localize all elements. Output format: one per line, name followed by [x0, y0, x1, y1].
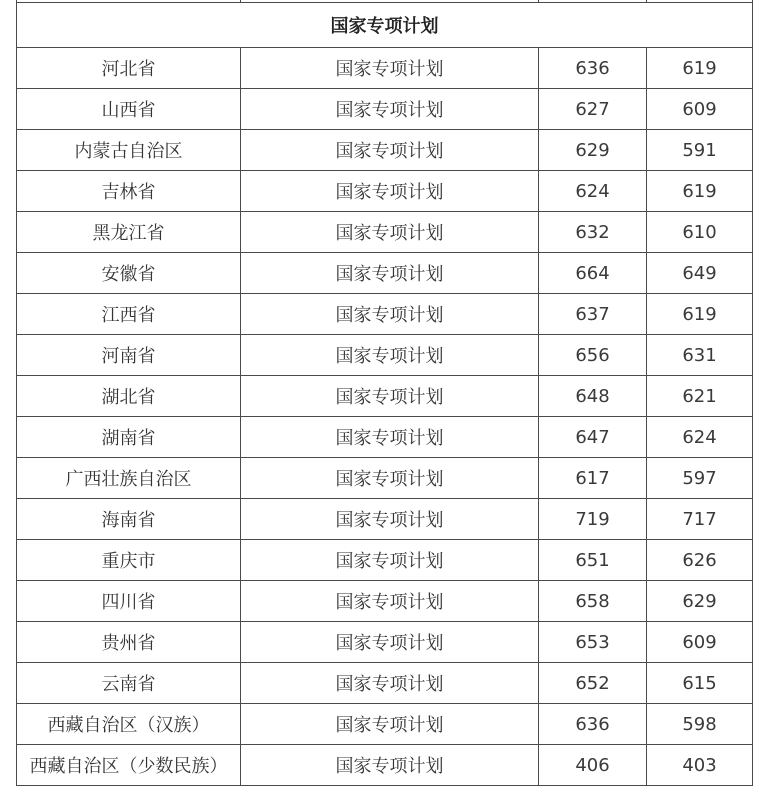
table-row — [17, 294, 753, 335]
plan-type-cell: 国家专项计划 — [241, 499, 539, 540]
plan-type-cell: 国家专项计划 — [241, 417, 539, 458]
highest-score-cell: 648 — [539, 376, 647, 417]
table-row — [17, 130, 753, 171]
table-row — [17, 745, 753, 786]
plan-type-cell: 国家专项计划 — [241, 171, 539, 212]
plan-type-cell: 国家专项计划 — [241, 581, 539, 622]
highest-score-cell: 658 — [539, 581, 647, 622]
lowest-score-cell: 629 — [647, 581, 753, 622]
plan-type-cell: 国家专项计划 — [241, 130, 539, 171]
province-cell: 湖北省 — [17, 376, 241, 417]
province-cell: 西藏自治区（少数民族） — [17, 745, 241, 786]
highest-score-cell: 629 — [539, 130, 647, 171]
table-row — [17, 253, 753, 294]
table-row — [17, 212, 753, 253]
plan-type-cell: 国家专项计划 — [241, 704, 539, 745]
province-cell: 西藏自治区（汉族） — [17, 704, 241, 745]
table-row — [17, 622, 753, 663]
lowest-score-cell: 609 — [647, 89, 753, 130]
lowest-score-cell: 624 — [647, 417, 753, 458]
province-cell: 河南省 — [17, 335, 241, 376]
table-row — [17, 89, 753, 130]
highest-score-cell: 632 — [539, 212, 647, 253]
province-cell: 江西省 — [17, 294, 241, 335]
admission-score-table — [16, 0, 753, 786]
table-row — [17, 458, 753, 499]
plan-type-cell: 国家专项计划 — [241, 376, 539, 417]
plan-type-cell: 国家专项计划 — [241, 294, 539, 335]
plan-type-cell: 国家专项计划 — [241, 745, 539, 786]
table-row — [17, 376, 753, 417]
section-header-row — [17, 3, 753, 48]
lowest-score-cell: 626 — [647, 540, 753, 581]
highest-score-cell: 719 — [539, 499, 647, 540]
province-cell: 重庆市 — [17, 540, 241, 581]
plan-type-cell: 国家专项计划 — [241, 622, 539, 663]
province-cell: 吉林省 — [17, 171, 241, 212]
highest-score-cell: 406 — [539, 745, 647, 786]
table-row — [17, 499, 753, 540]
province-cell: 河北省 — [17, 48, 241, 89]
province-cell: 安徽省 — [17, 253, 241, 294]
plan-type-cell: 国家专项计划 — [241, 48, 539, 89]
lowest-score-cell: 610 — [647, 212, 753, 253]
province-cell: 湖南省 — [17, 417, 241, 458]
lowest-score-cell: 619 — [647, 171, 753, 212]
highest-score-cell: 624 — [539, 171, 647, 212]
highest-score-cell: 653 — [539, 622, 647, 663]
plan-type-cell: 国家专项计划 — [241, 335, 539, 376]
province-cell: 海南省 — [17, 499, 241, 540]
plan-type-cell: 国家专项计划 — [241, 253, 539, 294]
lowest-score-cell: 609 — [647, 622, 753, 663]
plan-type-cell: 国家专项计划 — [241, 458, 539, 499]
plan-type-cell: 国家专项计划 — [241, 89, 539, 130]
table-body — [17, 0, 753, 786]
province-cell: 山西省 — [17, 89, 241, 130]
table-row — [17, 540, 753, 581]
highest-score-cell: 637 — [539, 294, 647, 335]
highest-score-cell: 636 — [539, 704, 647, 745]
lowest-score-cell: 717 — [647, 499, 753, 540]
lowest-score-cell: 615 — [647, 663, 753, 704]
plan-type-cell: 国家专项计划 — [241, 540, 539, 581]
highest-score-cell: 651 — [539, 540, 647, 581]
province-cell: 四川省 — [17, 581, 241, 622]
lowest-score-cell: 619 — [647, 48, 753, 89]
province-cell: 广西壮族自治区 — [17, 458, 241, 499]
province-cell: 内蒙古自治区 — [17, 130, 241, 171]
table-row — [17, 48, 753, 89]
table-row — [17, 417, 753, 458]
lowest-score-cell: 619 — [647, 294, 753, 335]
lowest-score-cell: 591 — [647, 130, 753, 171]
lowest-score-cell: 597 — [647, 458, 753, 499]
table-row — [17, 663, 753, 704]
table-row — [17, 335, 753, 376]
lowest-score-cell: 403 — [647, 745, 753, 786]
highest-score-cell: 636 — [539, 48, 647, 89]
province-cell: 黑龙江省 — [17, 212, 241, 253]
province-cell: 云南省 — [17, 663, 241, 704]
table-row — [17, 581, 753, 622]
province-cell: 贵州省 — [17, 622, 241, 663]
highest-score-cell: 652 — [539, 663, 647, 704]
highest-score-cell: 617 — [539, 458, 647, 499]
plan-type-cell: 国家专项计划 — [241, 212, 539, 253]
section-title: 国家专项计划 — [17, 3, 753, 48]
table-row — [17, 704, 753, 745]
highest-score-cell: 627 — [539, 89, 647, 130]
highest-score-cell: 664 — [539, 253, 647, 294]
lowest-score-cell: 631 — [647, 335, 753, 376]
lowest-score-cell: 621 — [647, 376, 753, 417]
highest-score-cell: 647 — [539, 417, 647, 458]
table-row — [17, 171, 753, 212]
lowest-score-cell: 649 — [647, 253, 753, 294]
highest-score-cell: 656 — [539, 335, 647, 376]
plan-type-cell: 国家专项计划 — [241, 663, 539, 704]
lowest-score-cell: 598 — [647, 704, 753, 745]
